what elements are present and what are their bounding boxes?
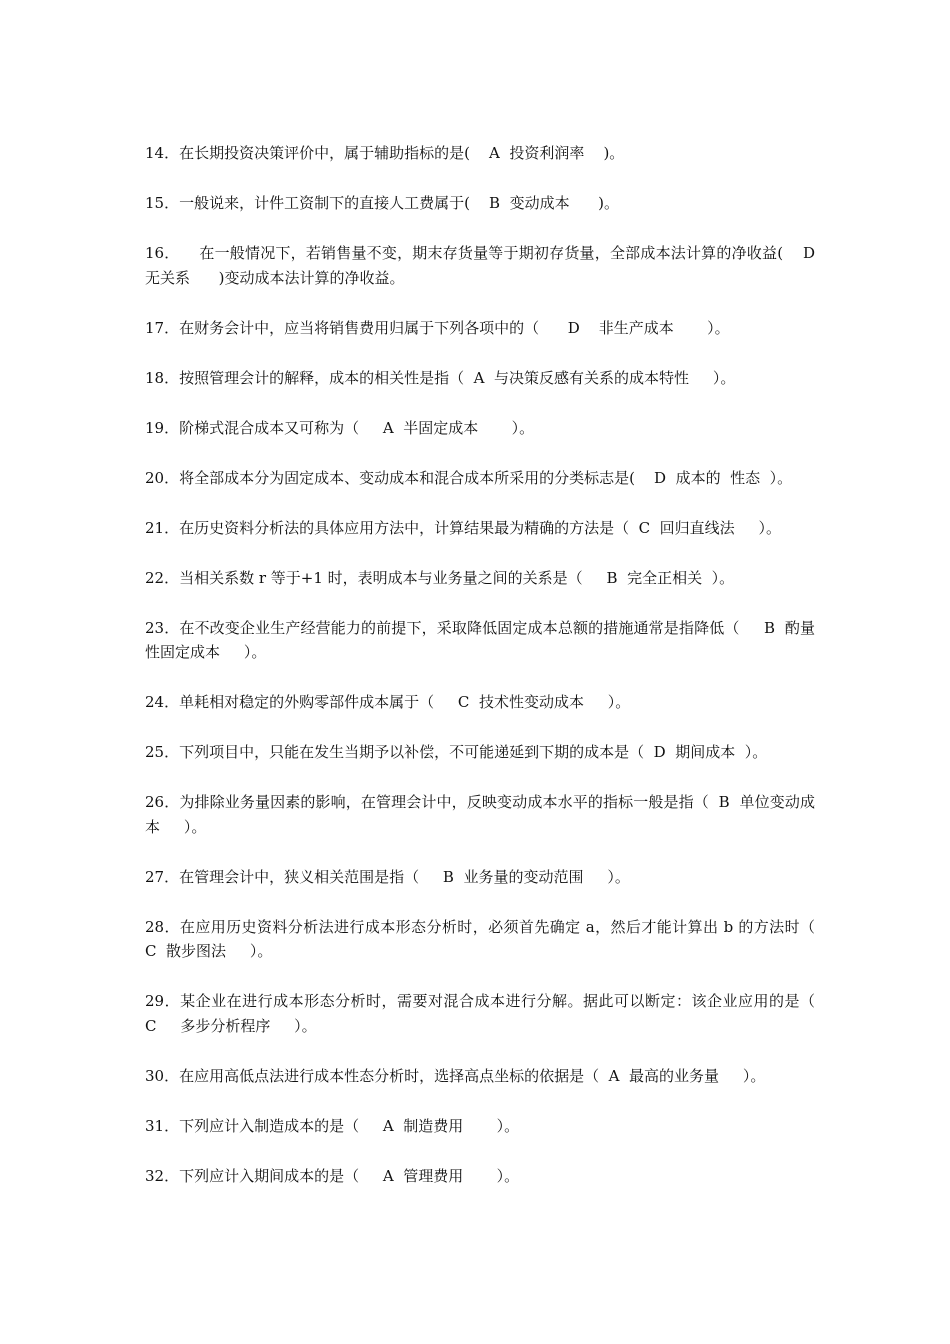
question-32: 32．下列应计入期间成本的是（ A 管理费用 ）。 [145,1166,520,1185]
question-19: 19．阶梯式混合成本又可称为（ A 半固定成本 ）。 [145,418,535,437]
question-24: 24．单耗相对稳定的外购零部件成本属于（ C 技术性变动成本 ）。 [145,693,631,711]
question-23: 23．在不改变企业生产经营能力的前提下，采取降低固定成本总额的措施通常是指降低（ B 酌量性固定成本 ）。 [145,618,815,661]
question-30: 30．在应用高低点法进行成本性态分析时，选择高点坐标的依据是（ A 最高的业务量 ）。 [145,1066,766,1085]
question-21: 21．在历史资料分析法的具体应用方法中，计算结果最为精确的方法是（ C 回归直线法 ）。 [145,518,781,537]
question-26: 26．为排除业务量因素的影响，在管理会计中，反映变动成本水平的指标一般是指（ B 单位变动成本 ）。 [145,793,815,836]
question-16: 16． 在一般情况下，若销售量不变，期末存货量等于期初存货量，全部成本法计算的净收益( D 无关系 )变动成本法计算的净收益。 [145,244,825,287]
question-list [145,141,839,1214]
question-17: 17．在财务会计中，应当将销售费用归属于下列各项中的（ D 非生产成本 ）。 [145,318,730,337]
question-14: 14．在长期投资决策评价中，属于辅助指标的是( A 投资利润率 )。 [145,144,625,162]
question-28: 28．在应用历史资料分析法进行成本形态分析时，必须首先确定 a，然后才能计算出 b 的方法时（ C 散步图法 ）。 [145,917,825,960]
question-27: 27．在管理会计中，狭义相关范围是指（ B 业务量的变动范围 ）。 [145,867,630,886]
question-15: 15．一般说来，计件工资制下的直接人工费属于( B 变动成本 )。 [145,194,620,212]
question-20: 20．将全部成本分为固定成本、变动成本和混合成本所采用的分类标志是( D 成本的 性态 ）。 [145,468,793,487]
question-22: 22．当相关系数 r 等于+1 时，表明成本与业务量之间的关系是（ B 完全正相关 ）。 [145,568,735,587]
question-25: 25．下列项目中，只能在发生当期予以补偿，不可能递延到下期的成本是（ D 期间成本 ）。 [145,743,768,761]
question-29: 29．某企业在进行成本形态分析时，需要对混合成本进行分解。据此可以断定：该企业应用的是（ C 多步分析程序 ）。 [145,992,839,1035]
question-31: 31．下列应计入制造成本的是（ A 制造费用 ）。 [145,1116,520,1135]
question-18: 18．按照管理会计的解释，成本的相关性是指（ A 与决策反感有关系的成本特性 ）。 [145,368,736,387]
